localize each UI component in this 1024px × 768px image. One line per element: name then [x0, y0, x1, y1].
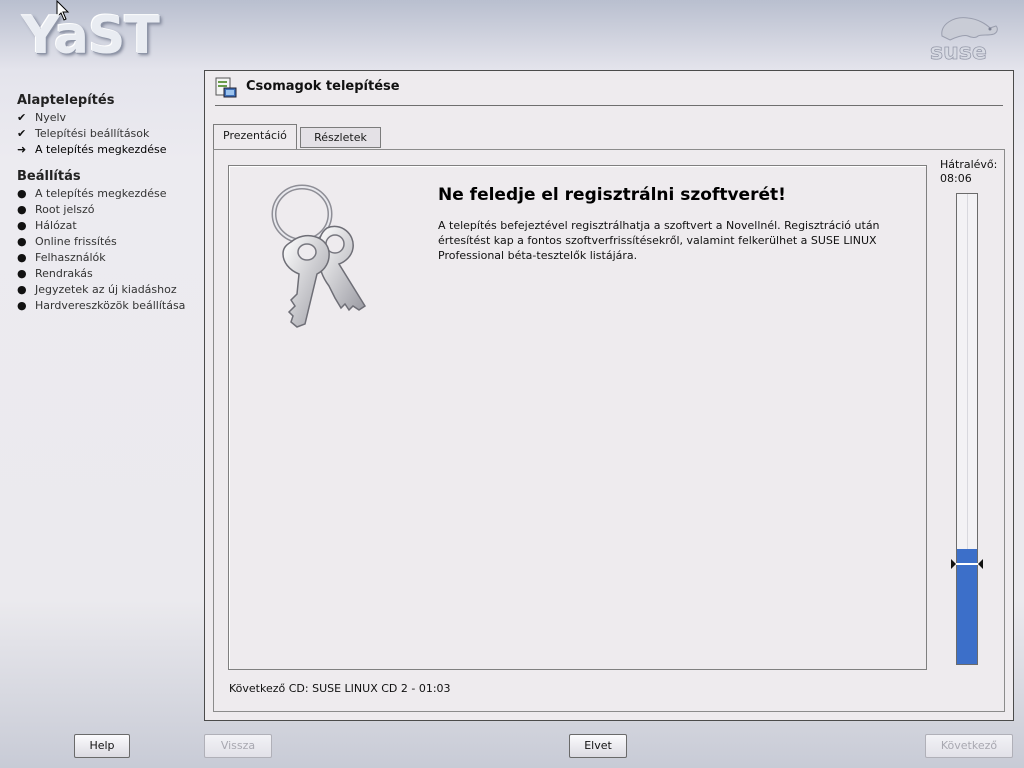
sidebar-item-online-update — [0, 234, 200, 250]
arrow-right-icon: ➜ — [17, 143, 27, 156]
sidebar-item-label: Nyelv — [35, 111, 67, 124]
installation-steps-sidebar — [0, 92, 200, 314]
sidebar-heading-configuration: Beállítás — [17, 169, 81, 184]
sidebar-item-label: Root jelszó — [35, 203, 95, 216]
sidebar-item-label: Felhasználók — [35, 251, 106, 264]
sidebar-item-label: Rendrakás — [35, 267, 93, 280]
sidebar-item-start-install — [0, 142, 200, 158]
next-cd-status: Következő CD: SUSE LINUX CD 2 - 01:03 — [229, 682, 451, 695]
sidebar-item-language — [0, 110, 200, 126]
sidebar-item-label: Hardvereszközök beállítása — [35, 299, 186, 312]
progress-fill — [957, 549, 977, 664]
svg-text:suse: suse — [930, 40, 987, 64]
bullet-icon: ● — [17, 267, 27, 280]
cd-boundary-marker — [951, 563, 983, 565]
main-panel — [204, 70, 1014, 721]
remaining-time-value: 08:06 — [940, 172, 972, 185]
package-install-icon — [215, 77, 237, 99]
bullet-icon: ● — [17, 203, 27, 216]
slide-body: A telepítés befejeztével regisztrálhatja a szoftvert a Novellnél. Regisztráció után értesítést kap a fontos szoftverfrissítésekről, valamint felkerülhet a SUSE LINUX Professional béta-tesztelők listájára. — [438, 219, 880, 262]
bullet-icon: ● — [17, 219, 27, 232]
keys-icon — [269, 182, 389, 334]
sidebar-item-network — [0, 218, 200, 234]
check-icon: ✔ — [17, 111, 27, 124]
remaining-time-label: Hátralévő: — [940, 158, 998, 171]
tab-details[interactable]: Részletek — [300, 127, 381, 148]
bullet-icon: ● — [17, 299, 27, 312]
sidebar-heading-base-install: Alaptelepítés — [17, 93, 115, 108]
sidebar-item-label: A telepítés megkezdése — [35, 187, 167, 200]
tab-presentation[interactable]: Prezentáció — [213, 124, 297, 149]
title-divider — [215, 105, 1003, 106]
sidebar-item-label: Online frissítés — [35, 235, 117, 248]
yast-logo: YaST — [22, 6, 159, 66]
remaining-time — [940, 158, 997, 186]
suse-logo — [924, 12, 1004, 64]
sidebar-item-hardware-config — [0, 298, 200, 314]
sidebar-item-cleanup — [0, 266, 200, 282]
sidebar-item-users — [0, 250, 200, 266]
bullet-icon: ● — [17, 283, 27, 296]
check-icon: ✔ — [17, 127, 27, 140]
sidebar-item-label: Jegyzetek az új kiadáshoz — [35, 283, 177, 296]
tab-content-frame — [213, 149, 1005, 712]
abort-button[interactable]: Elvet — [569, 734, 627, 758]
sidebar-item-install-settings — [0, 126, 200, 142]
sidebar-item-label: Hálózat — [35, 219, 77, 232]
sidebar-item-start-install-config — [0, 186, 200, 202]
install-progress-bar — [956, 193, 978, 665]
dialog-title: Csomagok telepítése — [246, 79, 400, 94]
next-button[interactable]: Következő — [925, 734, 1013, 758]
help-button[interactable]: Help — [74, 734, 130, 758]
dialog-title-row — [215, 77, 995, 99]
bullet-icon: ● — [17, 251, 27, 264]
sidebar-item-label: Telepítési beállítások — [35, 127, 150, 140]
sidebar-item-label: A telepítés megkezdése — [35, 143, 167, 156]
slideshow-area — [228, 165, 927, 670]
bullet-icon: ● — [17, 187, 27, 200]
sidebar-item-release-notes — [0, 282, 200, 298]
back-button[interactable]: Vissza — [204, 734, 272, 758]
slide-heading: Ne feledje el regisztrálni szoftverét! — [438, 185, 786, 205]
sidebar-item-root-password — [0, 202, 200, 218]
bullet-icon: ● — [17, 235, 27, 248]
